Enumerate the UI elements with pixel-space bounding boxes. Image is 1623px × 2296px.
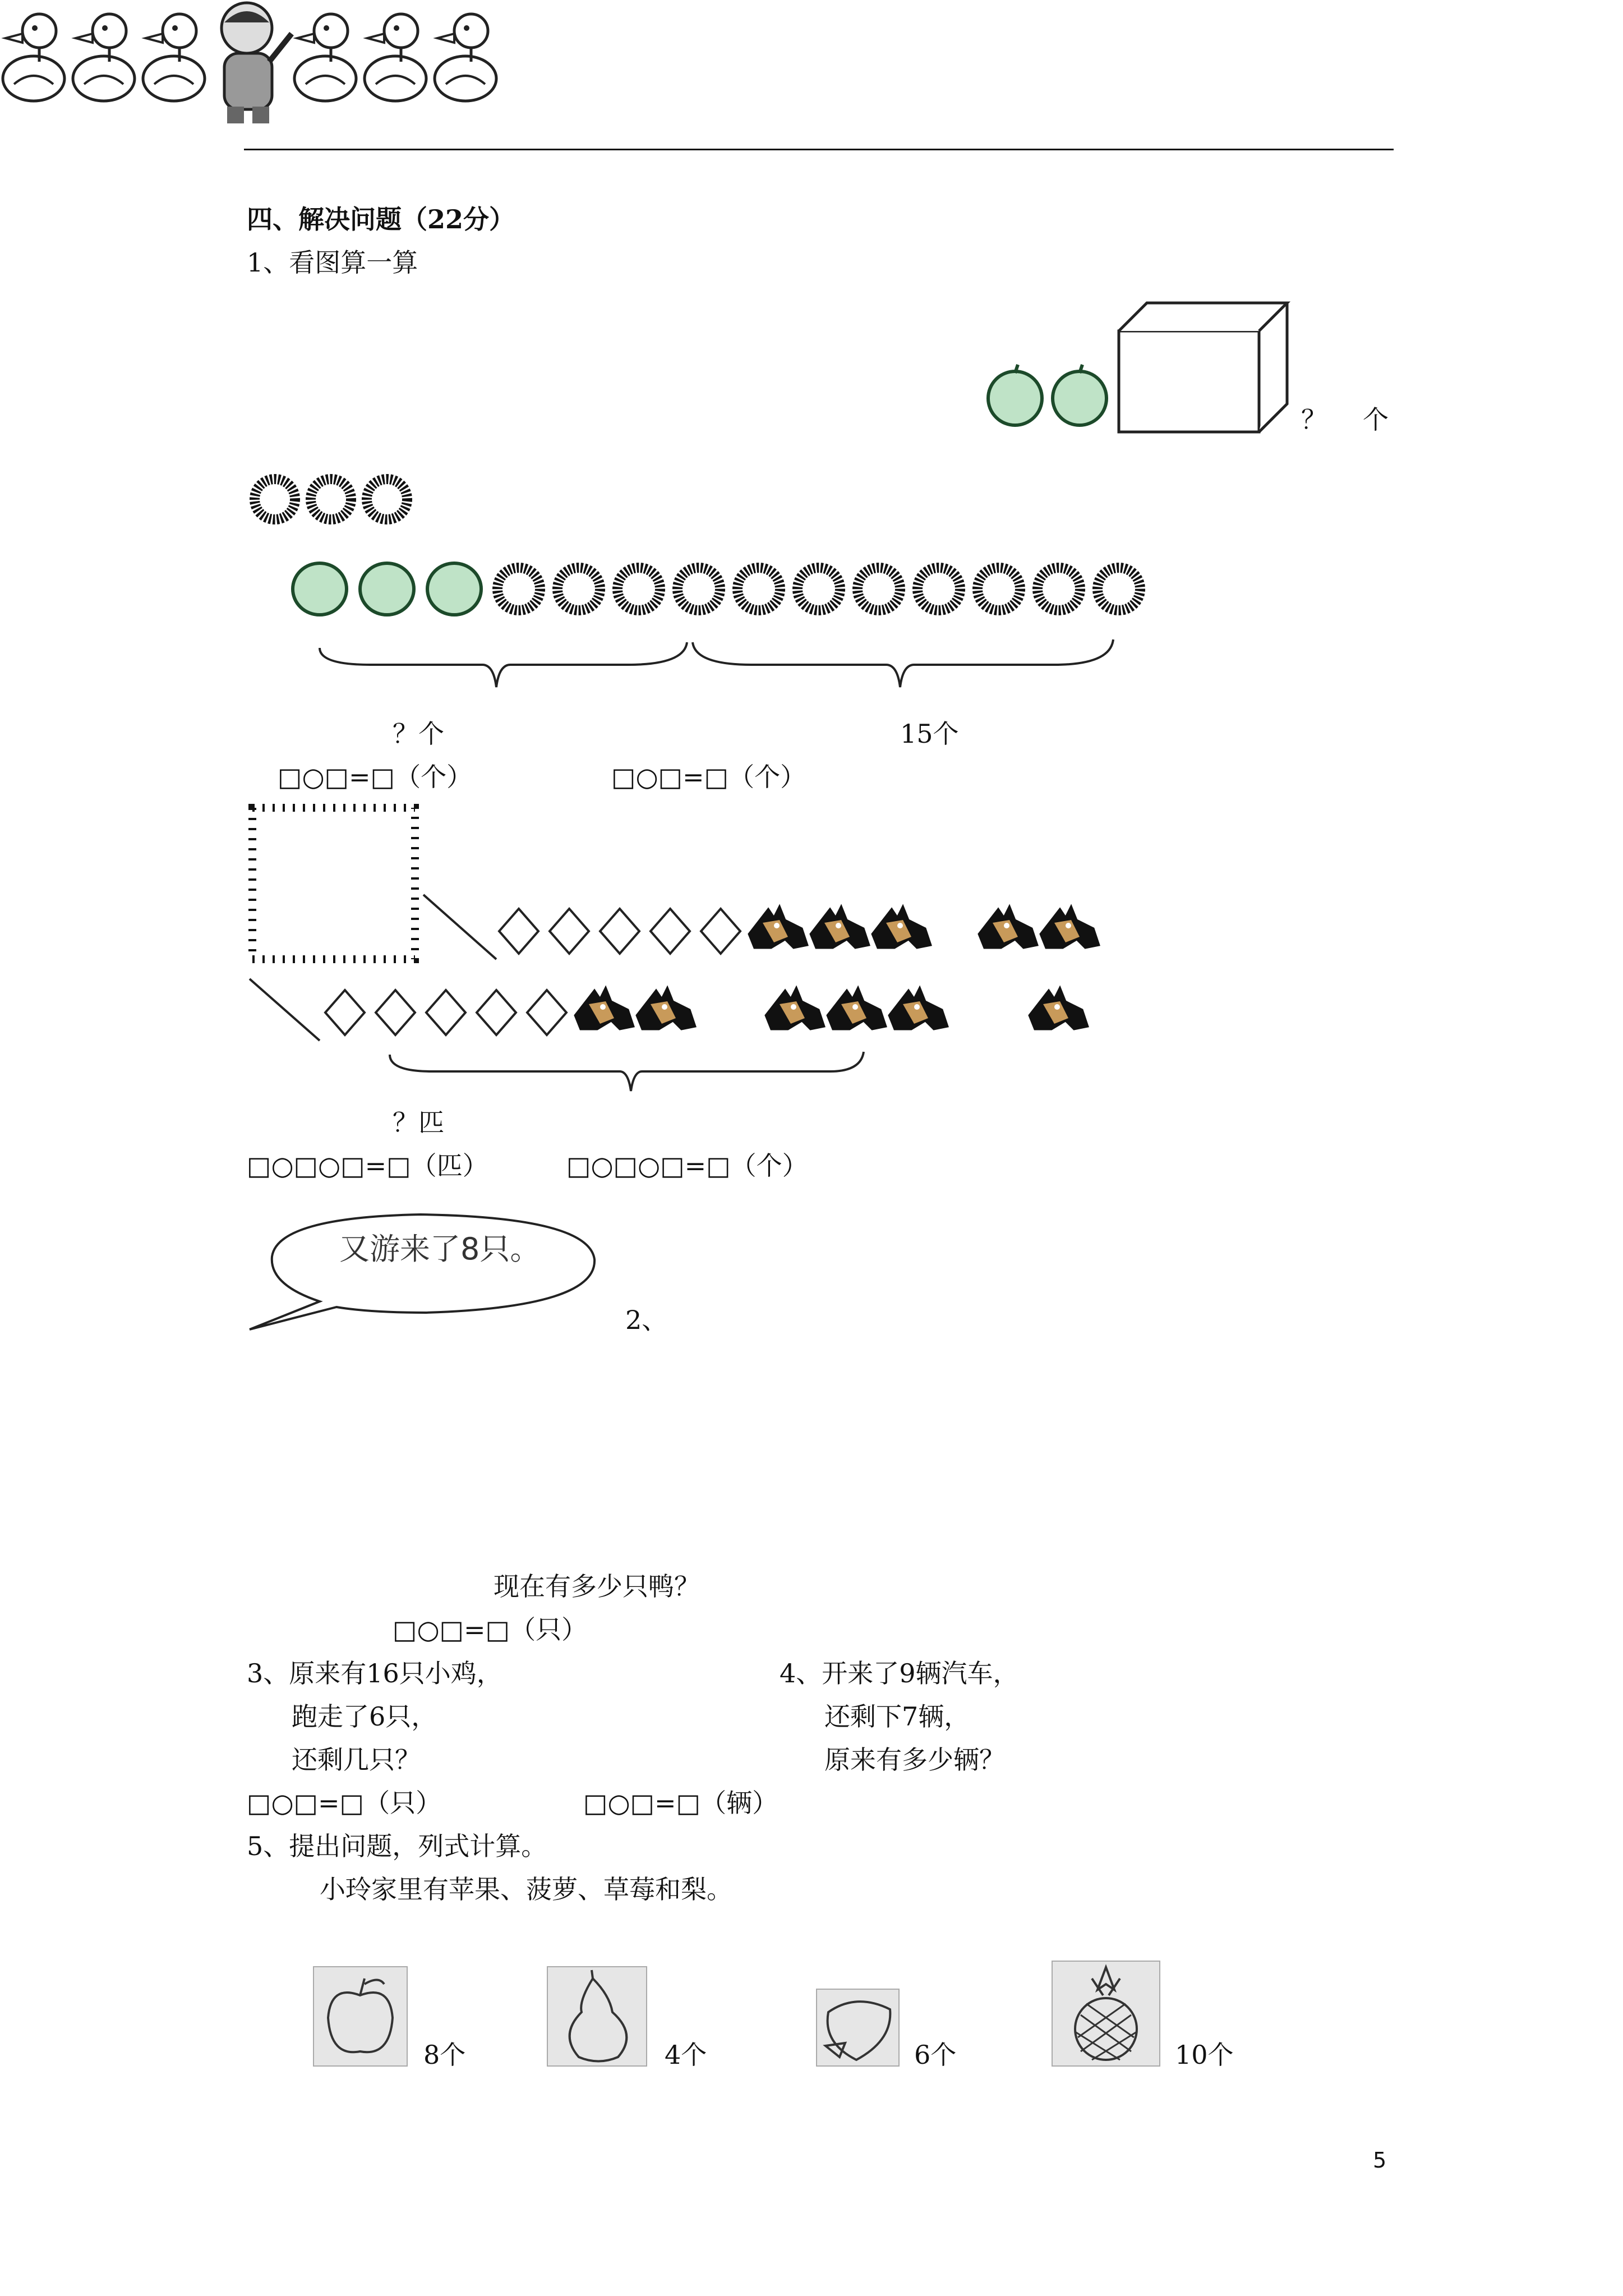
- brace-right-label: 15个: [900, 719, 959, 749]
- q4-line-2: 还剩下7辆，: [824, 1701, 970, 1732]
- apple-count: 8个: [423, 2040, 466, 2070]
- apple-icon: [360, 563, 414, 615]
- pineapple-icon: [1052, 1961, 1160, 2067]
- box-question: ？: [1301, 404, 1327, 435]
- apple-icon: [988, 365, 1042, 425]
- section-title: 四、解决问题（22分）: [247, 204, 515, 234]
- pear-count: 4个: [665, 2040, 707, 2070]
- q1-equation-right: □○□=□（个）: [611, 762, 806, 792]
- q5-story: 小玲家里有苹果、菠萝、草莓和梨。: [320, 1874, 732, 1904]
- brace-left-label: ？个: [393, 719, 444, 749]
- apple-icon: [427, 563, 481, 615]
- q1-label: 1、看图算一算: [247, 247, 418, 278]
- box-cube: [1119, 303, 1287, 432]
- q4-equation: □○□=□（辆）: [583, 1788, 778, 1818]
- pear-icon: [547, 1966, 647, 2067]
- q4-line-3: 原来有多少辆？: [824, 1745, 1005, 1775]
- pineapple-count: 10个: [1175, 2040, 1234, 2070]
- q5-label: 5、提出问题，列式计算。: [247, 1831, 547, 1861]
- q2-label: 2、: [625, 1305, 668, 1335]
- horse-figure: [247, 802, 1166, 1099]
- page-number: 5: [1373, 2148, 1387, 2173]
- header-rule: [244, 149, 1394, 150]
- q3-line-3: 还剩几只？: [292, 1745, 421, 1775]
- box-unit: 个: [1363, 404, 1389, 435]
- header-ducks-decoration: [0, 0, 505, 129]
- speech-bubble: [247, 1206, 639, 1335]
- q3-line-1: 3、原来有16只小鸡，: [247, 1658, 502, 1688]
- strawberry-count: 6个: [914, 2040, 957, 2070]
- speech-text: 又游来了8只。: [339, 1231, 541, 1267]
- q2-question: 现在有多少只鸭？: [494, 1571, 700, 1602]
- horse-equation-left: □○□○□=□（匹）: [247, 1151, 488, 1181]
- horse-question: ？匹: [393, 1107, 444, 1138]
- q1-equation-left: □○□=□（个）: [278, 762, 473, 792]
- q3-line-2: 跑走了6只，: [292, 1701, 437, 1732]
- apple-icon: [1053, 365, 1106, 425]
- horse-equation-right: □○□○□=□（个）: [566, 1151, 808, 1181]
- three-circles-row: [247, 471, 426, 527]
- q2-equation: □○□=□（只）: [393, 1614, 588, 1645]
- strawberry-icon: [816, 1989, 900, 2067]
- q3-equation: □○□=□（只）: [247, 1788, 442, 1818]
- apple-icon: [313, 1966, 408, 2067]
- apple-icon: [293, 563, 347, 615]
- q4-line-1: 4、开来了9辆汽车，: [780, 1658, 1019, 1688]
- apples-circles-row: [286, 558, 1161, 620]
- q1-apples-box-figure: [981, 292, 1307, 438]
- braces: [314, 637, 1122, 698]
